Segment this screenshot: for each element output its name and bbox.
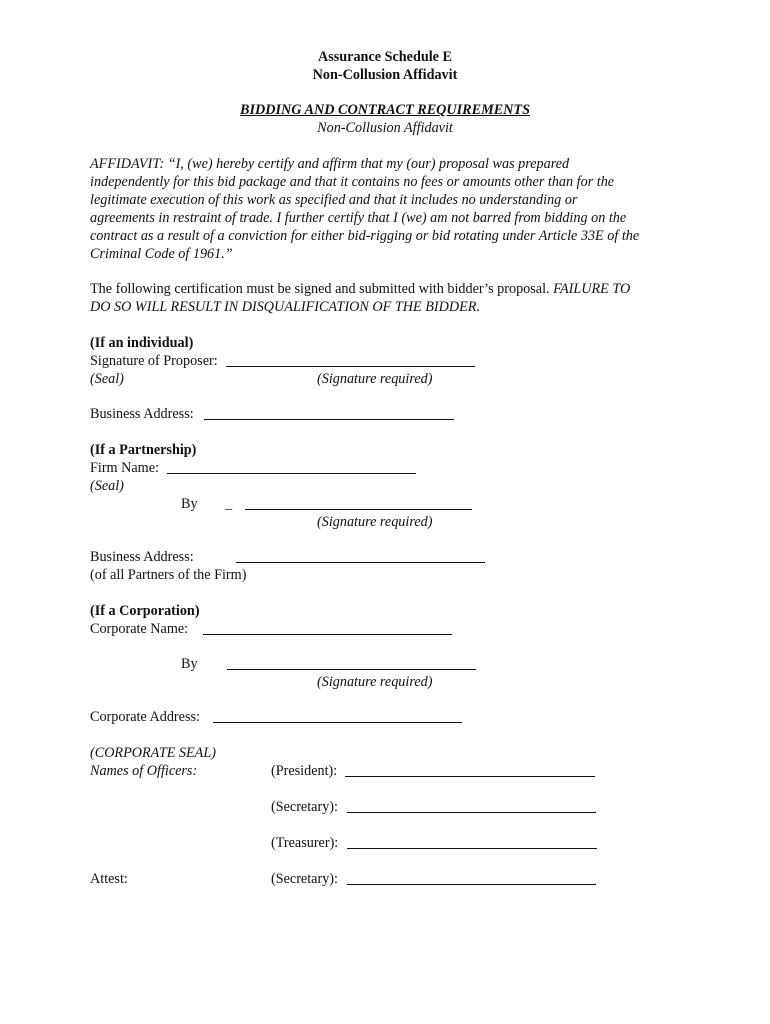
affidavit-line: contract as a result of a conviction for either bid-rigging or bid rotating under Article 33E of the [90,228,640,244]
document-title: Assurance Schedule E [317,49,452,65]
section-heading: BIDDING AND CONTRACT REQUIREMENTS [240,102,530,118]
affidavit-line: Criminal Code of 1961.” [90,246,233,262]
secretary-label: (Secretary): [271,799,338,815]
individual-business-address-field[interactable] [204,419,454,420]
document-subtitle: Non-Collusion Affidavit [312,67,458,83]
partnership-signature-field[interactable] [245,509,472,510]
corporation-by-label: By [181,656,198,672]
corporate-name-label: Corporate Name: [90,621,189,637]
officers-label: Names of Officers: [90,763,198,779]
partnership-dash: _ [225,496,233,512]
corporation-heading: (If a Corporation) [90,603,200,619]
secretary-field[interactable] [347,812,596,813]
attest-secretary-field[interactable] [347,884,596,885]
firm-name-field[interactable] [167,473,416,474]
affidavit-line: legitimate execution of this work as specified and that it includes no understanding or [90,192,578,208]
certification-warning: FAILURE TO [553,281,631,297]
individual-seal: (Seal) [90,371,124,387]
certification-warning-line2: DO SO WILL RESULT IN DISQUALIFICATION OF THE BIDDER. [90,299,481,315]
corporate-name-field[interactable] [203,634,452,635]
corporate-address-label: Corporate Address: [90,709,200,725]
partners-note: (of all Partners of the Firm) [90,567,247,583]
partnership-by-label: By [181,496,198,512]
partnership-business-address-field[interactable] [236,562,485,563]
individual-business-address-label: Business Address: [90,406,194,422]
certification-text [90,280,630,298]
individual-signature-required: (Signature required) [317,371,433,387]
affidavit-line: AFFIDAVIT: “I, (we) hereby certify and affirm that my (our) proposal was prepared [90,156,570,172]
partnership-signature-required: (Signature required) [317,514,433,530]
attest-label: Attest: [90,871,128,887]
affidavit-line: agreements in restraint of trade. I further certify that I (we) am not barred from bidding on the [90,210,627,226]
individual-heading: (If an individual) [90,335,194,351]
partnership-business-address-label: Business Address: [90,549,194,565]
corporate-address-field[interactable] [213,722,462,723]
affidavit-line: independently for this bid package and that it contains no fees or amounts other than for the [90,174,615,190]
attest-secretary-label: (Secretary): [271,871,338,887]
corporation-signature-required: (Signature required) [317,674,433,690]
certification-normal: The following certification must be signed and submitted with bidder’s proposal. [90,281,554,297]
firm-name-label: Firm Name: [90,460,159,476]
signature-of-proposer-label: Signature of Proposer: [90,353,218,369]
president-field[interactable] [345,776,595,777]
corporate-seal: (CORPORATE SEAL) [90,745,216,761]
corporation-signature-field[interactable] [227,669,476,670]
section-subheading: Non-Collusion Affidavit [317,120,453,136]
partnership-heading: (If a Partnership) [90,442,197,458]
signature-of-proposer-field[interactable] [226,366,475,367]
president-label: (President): [271,763,338,779]
treasurer-field[interactable] [347,848,597,849]
partnership-seal: (Seal) [90,478,124,494]
treasurer-label: (Treasurer): [271,835,339,851]
